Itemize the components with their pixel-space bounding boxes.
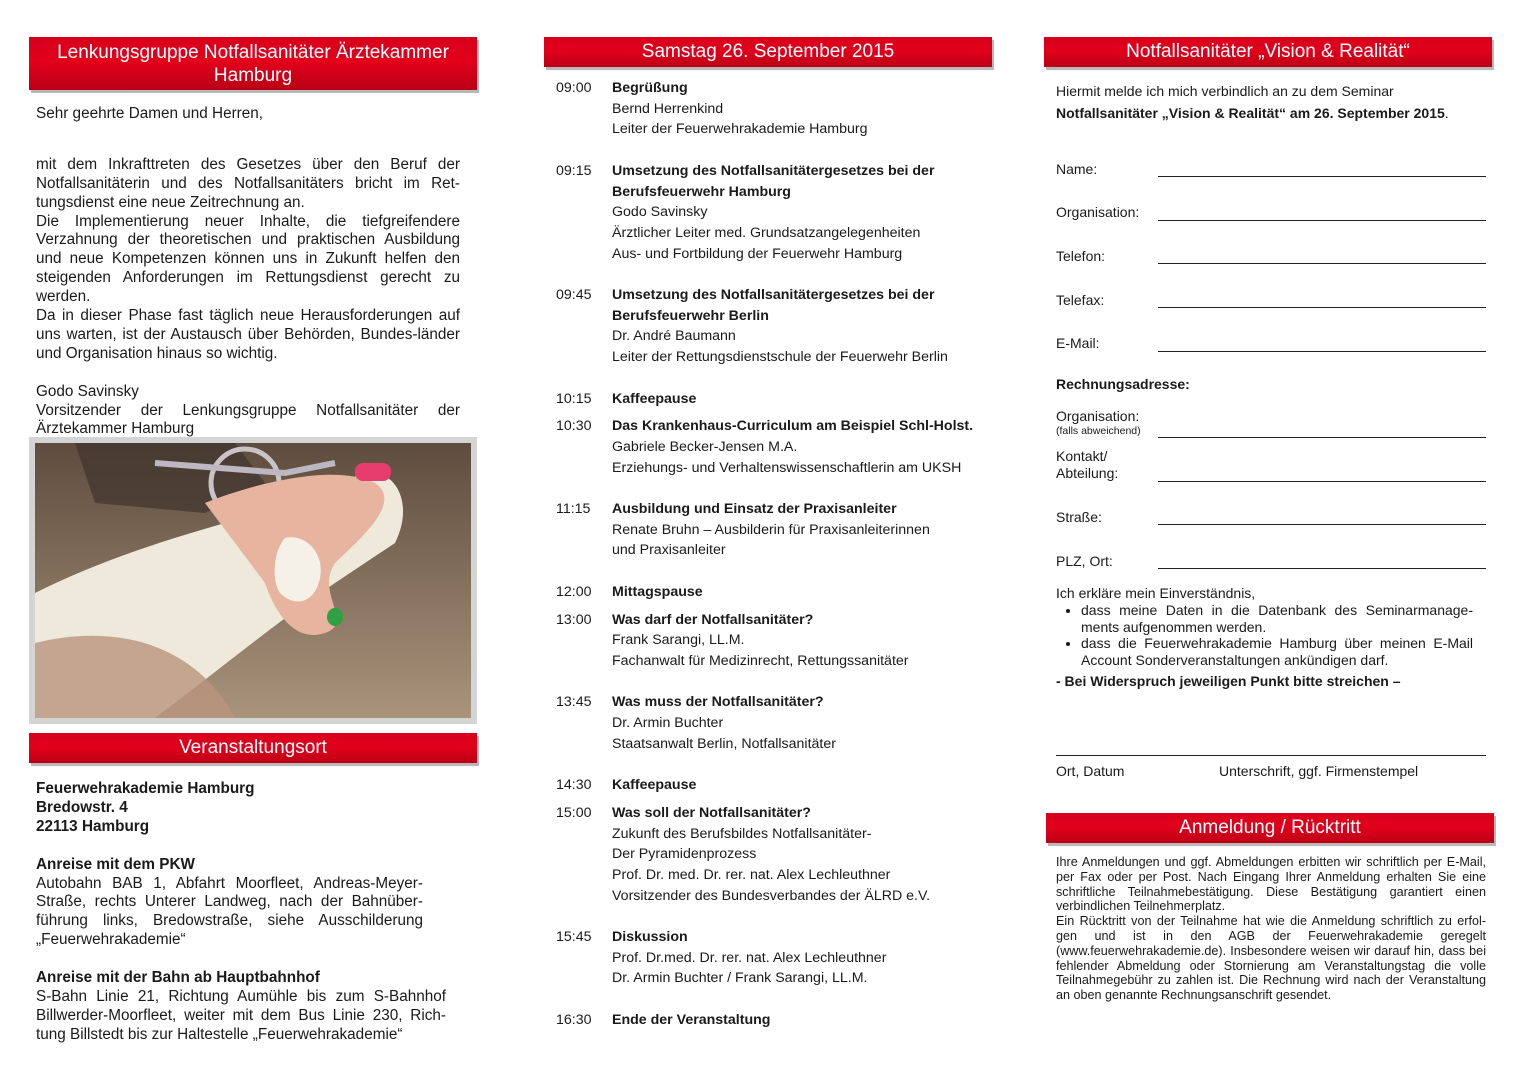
program-body bbox=[612, 1010, 996, 1031]
program-spacer bbox=[556, 906, 996, 927]
signature-line[interactable] bbox=[1056, 755, 1486, 756]
program-line: Ärztlicher Leiter med. Grundsatzangelegenheiten bbox=[612, 224, 921, 241]
program-line: Staatsanwalt Berlin, Notfallsanitäter bbox=[612, 735, 836, 752]
program-body bbox=[612, 927, 996, 989]
welcome-text bbox=[36, 105, 460, 439]
program-line: Dr. Armin Buchter bbox=[612, 715, 724, 731]
venue-name: Feuerwehrakademie Hamburg bbox=[36, 780, 255, 797]
venue-header-title: Veranstaltungsort bbox=[179, 737, 327, 758]
program-line: Dr. Armin Buchter / Frank Sarangi, LL.M. bbox=[612, 970, 868, 987]
cancellation-text bbox=[1056, 855, 1486, 1003]
left-header bbox=[29, 37, 477, 90]
billing-organisation-input-line[interactable] bbox=[1158, 437, 1486, 438]
pkw-title: Anreise mit dem PKW bbox=[36, 855, 195, 873]
label-kontakt: Kontakt/ bbox=[1056, 448, 1108, 464]
program-body bbox=[612, 416, 996, 478]
program-spacer bbox=[556, 561, 996, 582]
registration-header bbox=[1044, 37, 1492, 67]
photo-holding-hands bbox=[29, 437, 477, 724]
venue-header bbox=[29, 733, 477, 763]
consent-block bbox=[1056, 585, 1473, 690]
program-title: Ende der Veranstaltung bbox=[612, 1011, 771, 1028]
program-time: 11:15 bbox=[556, 501, 591, 517]
telefax-input-line[interactable] bbox=[1158, 307, 1486, 308]
program-line: Der Pyramidenprozess bbox=[612, 846, 757, 863]
program-time: 15:45 bbox=[556, 929, 592, 945]
program-slot bbox=[556, 610, 996, 672]
venue-city: 22113 Hamburg bbox=[36, 817, 150, 835]
label-plz-ort: PLZ, Ort: bbox=[1056, 553, 1113, 569]
label-abteilung: Abteilung: bbox=[1056, 465, 1119, 481]
bahn-title: Anreise mit der Bahn ab Hauptbahnhof bbox=[36, 969, 320, 987]
program-title: Begrüßung bbox=[612, 80, 688, 96]
left-header-title: Lenkungsgruppe Notfallsanitäter Ärztekammer Hamburg bbox=[57, 42, 449, 86]
program-title: Kaffeepause bbox=[612, 777, 697, 794]
email-input-line[interactable] bbox=[1158, 351, 1486, 352]
signature-name: Godo Savinsky bbox=[36, 382, 139, 400]
welcome-paragraph-2: Die Implementierung neuer Inhalte, die tiefgreifendere Verzahnung der theoretischen und praktischen Ausbildung und neue Kompetenzen können uns in Zukunft helfen den steigenden Anforderungen im Rettungsdienst gerecht zu werden. bbox=[36, 212, 460, 306]
label-falls-abweichend: (falls abweichend) bbox=[1056, 425, 1141, 437]
program-slot bbox=[556, 692, 996, 754]
program-line: Gabriele Becker-Jensen M.A. bbox=[612, 438, 798, 455]
pkw-text: Autobahn BAB 1, Abfahrt Moorfleet, Andreas-Meyer-Straße, rechts Unterer Landweg, nach der Bahnüber-führung links, Bredowstraße, siehe Ausschilderung „Feuerwehrakademie“ bbox=[36, 874, 423, 949]
program-line: Leiter der Feuerwehrakademie Hamburg bbox=[612, 121, 868, 138]
program-body bbox=[612, 161, 996, 265]
program-slot bbox=[556, 285, 996, 368]
cancellation-paragraph-1: Ihre Anmeldungen und ggf. Abmeldungen erbitten wir schriftlich per E-Mail, per Fax oder per Post. Nach Eingang Ihrer Anmeldung erhalten Sie eine schriftliche Teilnahmebestätigung. Diese Bestätigung garantiert einen verbindlichen Teilnehmerplatz. bbox=[1056, 855, 1486, 914]
intro-line-2: Notfallsanitäter „Vision & Realität“ am 26. September 2015 bbox=[1056, 105, 1445, 121]
program-date: Samstag 26. September 2015 bbox=[641, 41, 895, 62]
label-unterschrift: Unterschrift, ggf. Firmenstempel bbox=[1219, 763, 1419, 779]
program-time: 10:30 bbox=[556, 418, 592, 435]
program-slot bbox=[556, 499, 996, 561]
program-body bbox=[612, 499, 996, 561]
program-line: Bernd Herrenkind bbox=[612, 100, 724, 117]
cancellation-header bbox=[1046, 813, 1494, 843]
program-spacer bbox=[556, 264, 996, 285]
program-line: Prof. Dr.med. Dr. rer. nat. Alex Lechleuthner bbox=[612, 949, 887, 966]
label-rechnungsadresse: Rechnungsadresse: bbox=[1056, 376, 1190, 392]
plz-ort-input-line[interactable] bbox=[1158, 568, 1486, 569]
program-title: Ausbildung und Einsatz der Praxisanleiter bbox=[612, 501, 897, 517]
program-title: Mittagspause bbox=[612, 583, 703, 600]
label-organisation-billing: Organisation: bbox=[1056, 408, 1140, 424]
program-spacer bbox=[556, 409, 996, 416]
consent-intro: Ich erkläre mein Einverständnis, bbox=[1056, 585, 1256, 601]
program-title: Umsetzung des Notfallsanitätergesetzes bei der Berufsfeuerwehr Hamburg bbox=[612, 162, 935, 200]
label-email: E-Mail: bbox=[1056, 335, 1100, 351]
venue-street: Bredowstr. 4 bbox=[36, 798, 128, 816]
program-line: Godo Savinsky bbox=[612, 204, 708, 221]
welcome-paragraph-1: mit dem Inkrafttreten des Gesetzes über den Beruf der Notfallsanitäterin und des Notfallsanitäters bricht im Ret-tungsdienst eine neue Zeitrechnung an. bbox=[36, 155, 460, 211]
label-ort-datum: Ort, Datum bbox=[1056, 763, 1125, 779]
program-line: Fachanwalt für Medizinrecht, Rettungssanitäter bbox=[612, 652, 909, 669]
program-title: Kaffeepause bbox=[612, 390, 697, 407]
consent-note: - Bei Widerspruch jeweiligen Punkt bitte streichen – bbox=[1056, 672, 1401, 689]
program-time: 09:15 bbox=[556, 162, 592, 179]
program-spacer bbox=[556, 796, 996, 803]
program-time: 15:00 bbox=[556, 804, 592, 821]
telefon-input-line[interactable] bbox=[1158, 263, 1486, 264]
program-slot bbox=[556, 78, 996, 140]
program-spacer bbox=[556, 478, 996, 499]
label-name: Name: bbox=[1056, 161, 1098, 177]
bahn-text: S-Bahn Linie 21, Richtung Aumühle bis zum S-Bahnhof Billwerder-Moorfleet, weiter mit dem Bus Linie 230, Rich-tung Billstedt bis zur Haltestelle „Feuerwehrakademie“ bbox=[36, 987, 446, 1043]
program-line: Frank Sarangi, LL.M. bbox=[612, 632, 745, 649]
label-strasse: Straße: bbox=[1056, 509, 1102, 525]
program-body bbox=[612, 775, 996, 796]
organisation-input-line[interactable] bbox=[1158, 220, 1486, 221]
program-line: Erziehungs- und Verhaltenswissenschaftlerin am UKSH bbox=[612, 459, 962, 476]
program-slot bbox=[556, 161, 996, 265]
program-body bbox=[612, 610, 996, 672]
photo-image bbox=[35, 443, 471, 718]
program-slot bbox=[556, 582, 996, 603]
program-slot bbox=[556, 927, 996, 989]
program-time: 09:00 bbox=[556, 80, 592, 96]
program-line: Leiter der Rettungsdienstschule der Feuerwehr Berlin bbox=[612, 349, 948, 366]
consent-item-1: • dass meine Daten in die Datenbank des Seminarmanage-ments aufgenommen werden. bbox=[1081, 602, 1473, 636]
program-slot bbox=[556, 1010, 996, 1031]
program-spacer bbox=[556, 989, 996, 1010]
program-spacer bbox=[556, 754, 996, 775]
consent-item-2: • dass die Feuerwehrakademie Hamburg über meinen E-Mail Account Sonderveranstaltungen ankündigen darf. bbox=[1081, 635, 1473, 669]
program-time: 13:45 bbox=[556, 694, 592, 711]
program-spacer bbox=[556, 368, 996, 389]
salutation: Sehr geehrte Damen und Herren, bbox=[36, 105, 264, 122]
registration-intro bbox=[1056, 80, 1486, 124]
program-spacer bbox=[556, 140, 996, 161]
program-title: Umsetzung des Notfallsanitätergesetzes bei der Berufsfeuerwehr Berlin bbox=[612, 287, 935, 324]
program-slot bbox=[556, 389, 996, 410]
program-spacer bbox=[556, 672, 996, 693]
program-time: 13:00 bbox=[556, 611, 592, 628]
program-time: 09:45 bbox=[556, 287, 592, 303]
program-line: und Praxisanleiter bbox=[612, 542, 726, 559]
hands-illustration bbox=[35, 443, 471, 718]
program-line: Vorsitzender des Bundesverbandes der ÄLRD e.V. bbox=[612, 887, 931, 904]
program-body bbox=[612, 78, 996, 140]
label-telefax: Telefax: bbox=[1056, 292, 1105, 308]
intro-dot: . bbox=[1444, 105, 1449, 121]
signature-role: Vorsitzender der Lenkungsgruppe Notfallsanitäter der Ärztekammer Hamburg bbox=[36, 401, 460, 438]
registration-title: Notfallsanitäter „Vision & Realität“ bbox=[1126, 41, 1410, 62]
welcome-paragraph-3: Da in dieser Phase fast täglich neue Herausforderungen auf uns warten, ist der Austausch über Behörden, Bundes-länder und Organisation hinaus so wichtig. bbox=[36, 307, 460, 362]
program-body bbox=[612, 582, 996, 603]
program-body bbox=[612, 692, 996, 754]
program-line: Renate Bruhn – Ausbilderin für Praxisanleiterinnen bbox=[612, 521, 930, 538]
strasse-input-line[interactable] bbox=[1158, 524, 1486, 525]
program-line: Prof. Dr. med. Dr. rer. nat. Alex Lechleuthner bbox=[612, 866, 891, 883]
program-header bbox=[544, 37, 992, 67]
program-title: Was muss der Notfallsanitäter? bbox=[612, 694, 824, 711]
program-slot bbox=[556, 775, 996, 796]
kontakt-input-line[interactable] bbox=[1158, 481, 1486, 482]
program-time: 14:30 bbox=[556, 777, 592, 794]
name-input-line[interactable] bbox=[1158, 176, 1486, 177]
program-title: Das Krankenhaus-Curriculum am Beispiel Schl-Holst. bbox=[612, 418, 974, 435]
program-slot bbox=[556, 416, 996, 478]
program-title: Was darf der Notfallsanitäter? bbox=[612, 611, 814, 628]
cancellation-paragraph-2: Ein Rücktritt von der Teilnahme hat wie die Anmeldung schriftlich zu erfol-gen und ist in den AGB der Feuerwehrakademie geregelt (www.feuerwehrakademie.de). Insbesondere weisen wir darauf hin, dass bei fehlender Abmeldung oder Stornierung am Veranstaltungstag die volle Teilnahmegebühr zu zahlen ist. Die Rechnung wird nach der Veranstaltung an oben genannte Rechnungsanschrift gesendet. bbox=[1056, 914, 1486, 1003]
program-slot bbox=[556, 803, 996, 907]
cancellation-title: Anmeldung / Rücktritt bbox=[1179, 817, 1361, 838]
program-spacer bbox=[556, 603, 996, 610]
venue-details bbox=[36, 780, 446, 1045]
program-body bbox=[612, 285, 996, 368]
program-title: Diskussion bbox=[612, 929, 688, 945]
program-time: 10:15 bbox=[556, 390, 592, 407]
intro-line-1: Hiermit melde ich mich verbindlich an zu dem Seminar bbox=[1056, 83, 1394, 99]
program-line: Dr. André Baumann bbox=[612, 328, 736, 345]
program-time: 16:30 bbox=[556, 1011, 592, 1028]
program-time: 12:00 bbox=[556, 583, 592, 600]
label-organisation: Organisation: bbox=[1056, 204, 1140, 220]
consent-list bbox=[1056, 602, 1473, 669]
program-list bbox=[556, 78, 996, 1031]
label-telefon: Telefon: bbox=[1056, 248, 1106, 264]
program-body bbox=[612, 803, 996, 907]
program-title: Was soll der Notfallsanitäter? bbox=[612, 804, 811, 821]
program-line: Aus- und Fortbildung der Feuerwehr Hamburg bbox=[612, 245, 903, 262]
program-body bbox=[612, 389, 996, 410]
program-line: Zukunft des Berufsbildes Notfallsanitäter- bbox=[612, 825, 872, 842]
